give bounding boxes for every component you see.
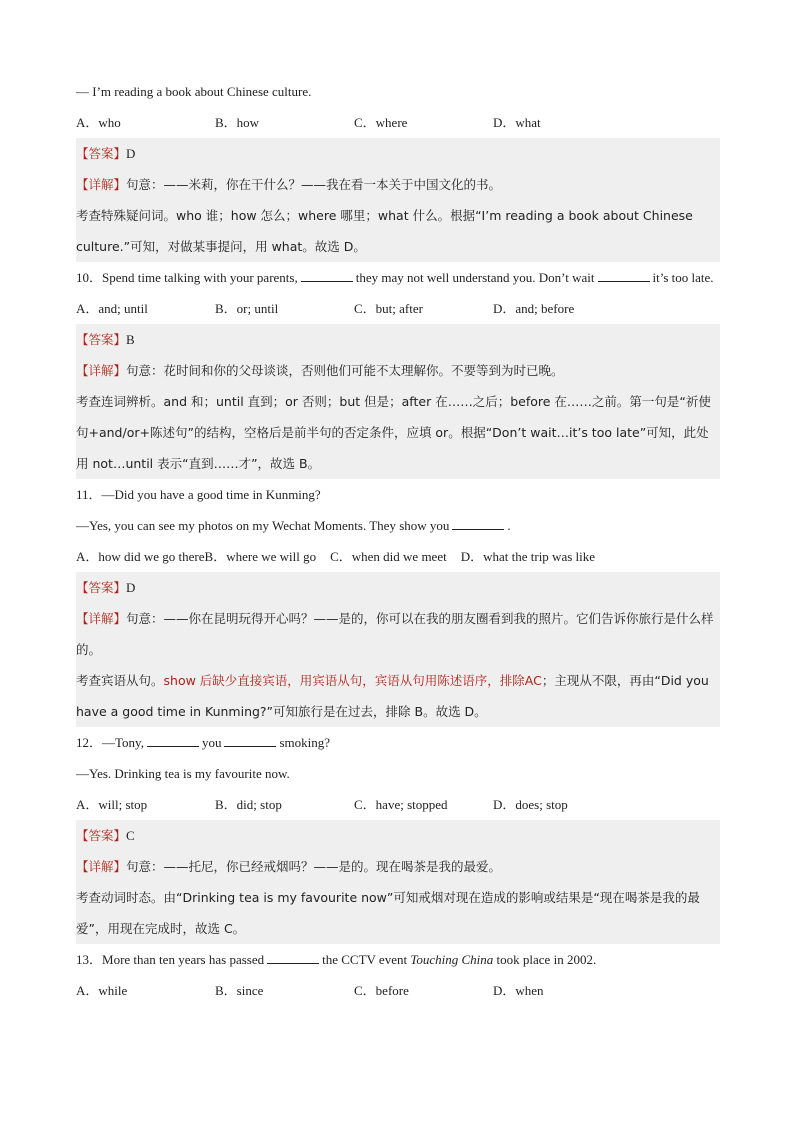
detail-text: ；主现从不限，再由“Did you have a good time in Kunming?”可知旅行是在过去，排除 B。故选 D。 [76,673,709,719]
q11-option-d[interactable]: D．what the trip was like [460,549,596,564]
q9-option-d[interactable]: D．what [493,115,541,130]
q11-answer-block [76,572,720,727]
q11-question [76,479,720,510]
detail-explanation: 考查特殊疑问词。who 谁；how 怎么；where 哪里；what 什么。根据“I’m reading a book about Chinese culture.”可知，对做某事提问，用 what。故选 D。 [76,208,693,254]
q13-option-d[interactable]: D．when [493,983,544,998]
detail-translation: 句意：花时间和你的父母谈谈，否则他们可能不太理解你。不要等到为时已晚。 [126,363,564,378]
question-number: 13． [76,952,103,967]
q12-option-b[interactable]: B．did; stop [215,797,282,812]
question-text: —Did you have a good time in Kunming? [101,487,321,502]
question-text: —Yes, you can see my photos on my Wechat Moments. They show you [76,518,450,533]
q11-option-c[interactable]: C．when did we meet [330,549,447,564]
q11-options [76,541,720,572]
detail-highlight: show 后缺少直接宾语，用宾语从句，宾语从句用陈述语序，排除 [163,673,525,688]
answer-blank[interactable] [598,269,650,282]
answer-blank[interactable] [147,734,199,747]
q10-option-d[interactable]: D．and; before [493,301,575,316]
question-number: 11． [76,487,102,502]
question-number: 10． [76,270,103,285]
answer-blank[interactable] [452,517,504,530]
q12-answer-block [76,820,720,944]
q9-options [76,107,720,138]
q10-question [76,262,720,293]
q12-question [76,727,720,758]
question-number: 12． [76,735,103,750]
answer-tag: 【答案】 [76,580,127,595]
answer-letter: D [126,580,136,595]
q11-option-a[interactable]: A．how did we go there [76,549,205,564]
q12-response: —Yes. Drinking tea is my favourite now. [76,766,290,781]
q13-option-a[interactable]: A．while [76,983,128,998]
q11-option-b[interactable]: B．where we will go [204,549,317,564]
question-text: they may not well understand you. Don’t wait [355,270,595,285]
q9-option-c[interactable]: C．where [354,115,408,130]
question-text: it’s too late. [652,270,714,285]
detail-highlight: AC [524,673,542,688]
q13-option-c[interactable]: C．before [354,983,409,998]
detail-translation: 句意：——你在昆明玩得开心吗？——是的，你可以在我的朋友圈看到我的照片。它们告诉你旅行是什么样的。 [76,611,714,657]
q9-option-b[interactable]: B．how [215,115,260,130]
q10-option-b[interactable]: B．or; until [215,301,279,316]
answer-blank[interactable] [301,269,353,282]
worksheet-page [76,76,720,1006]
detail-tag: 【详解】 [76,177,127,192]
q12-option-c[interactable]: C．have; stopped [354,797,448,812]
answer-letter: B [126,332,135,347]
question-text: the CCTV event [322,952,408,967]
question-text: smoking? [279,735,331,750]
q10-answer-block [76,324,720,479]
q12-options [76,789,720,820]
q13-question [76,944,720,975]
question-text: More than ten years has passed [102,952,265,967]
detail-text: 考查宾语从句。 [76,673,164,688]
q11-response [76,510,720,541]
answer-blank[interactable] [267,951,319,964]
detail-explanation: 考查连词辨析。and 和；until 直到；or 否则；but 但是；after 在……之后；before 在……之前。第一句是“祈使句+and/or+陈述句”的结构，空格后是前半句的否定条件，应填 or。根据“Don’t wait…it’s too late”可知，此处用 not…until 表示“直到……才”，故选 B。 [76,394,711,471]
question-text: took place in 2002. [496,952,597,967]
q10-options [76,293,720,324]
q9-answer-line: — I’m reading a book about Chinese culture. [76,84,312,99]
answer-letter: D [126,146,136,161]
question-text: . [507,518,511,533]
detail-explanation: 考查动词时态。由“Drinking tea is my favourite now”可知戒烟对现在造成的影响或结果是“现在喝茶是我的最爱”，用现在完成时，故选 C。 [76,890,700,936]
answer-blank[interactable] [224,734,276,747]
question-title-italic: Touching China [410,952,494,967]
detail-translation: 句意：——托尼，你已经戒烟吗？——是的。现在喝茶是我的最爱。 [126,859,502,874]
detail-tag: 【详解】 [76,859,127,874]
q13-options [76,975,720,1006]
q10-option-c[interactable]: C．but; after [354,301,423,316]
q9-answer-block [76,138,720,262]
q10-option-a[interactable]: A．and; until [76,301,148,316]
answer-letter: C [126,828,135,843]
question-text: you [201,735,222,750]
detail-tag: 【详解】 [76,363,127,378]
answer-tag: 【答案】 [76,146,127,161]
detail-tag: 【详解】 [76,611,127,626]
question-text: Spend time talking with your parents, [102,270,298,285]
q12-option-d[interactable]: D．does; stop [493,797,568,812]
detail-translation: 句意：——米莉，你在干什么？——我在看一本关于中国文化的书。 [126,177,502,192]
answer-tag: 【答案】 [76,332,127,347]
detail-explanation [76,665,720,727]
question-text: —Tony, [102,735,144,750]
q13-option-b[interactable]: B．since [215,983,264,998]
q9-option-a[interactable]: A．who [76,115,121,130]
q12-option-a[interactable]: A．will; stop [76,797,148,812]
answer-tag: 【答案】 [76,828,127,843]
